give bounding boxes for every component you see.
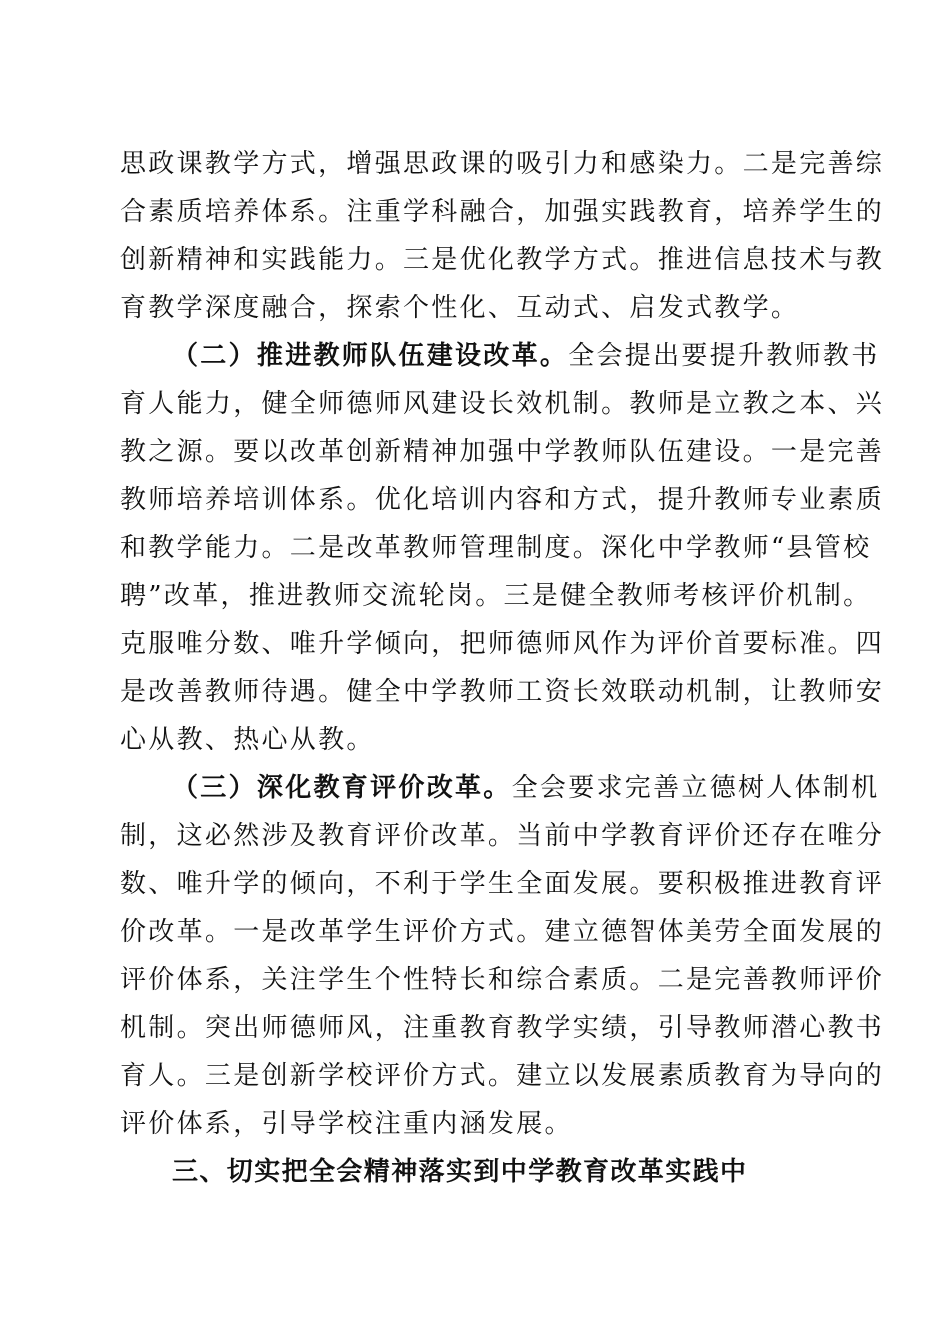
text-line: 机制。突出师德师风，注重教育教学实绩，引导教师潜心教书 [120,1013,885,1043]
paragraph-teacher-reform [120,332,885,764]
text-line: 合素质培养体系。注重学科融合，加强实践教育，培养学生的 [120,197,885,227]
text-line: 和教学能力。二是改革教师管理制度。深化中学教师“县管校 [120,533,872,563]
text-line: 育人。三是创新学校评价方式。建立以发展素质教育为导向的 [120,1061,885,1091]
paragraph-teaching-reform [120,140,885,332]
text-line: 制，这必然涉及教育评价改革。当前中学教育评价还存在唯分 [120,821,885,851]
paragraph-lead: （三）深化教育评价改革。 [172,773,512,803]
text-line: 思政课教学方式，增强思政课的吸引力和感染力。二是完善综 [120,149,885,179]
text-line: 评价体系，引导学校注重内涵发展。 [120,1109,573,1139]
text-line: 创新精神和实践能力。三是优化教学方式。推进信息技术与教 [120,245,885,275]
text-line: 数、唯升学的倾向，不利于学生全面发展。要积极推进教育评 [120,869,885,899]
paragraph-lead: （二）推进教师队伍建设改革。 [172,341,569,371]
text-line: 价改革。一是改革学生评价方式。建立德智体美劳全面发展的 [120,917,885,947]
text-line: 教之源。要以改革创新精神加强中学教师队伍建设。一是完善 [120,437,885,467]
text-line: 聘”改革，推进教师交流轮岗。三是健全教师考核评价机制。 [120,581,872,611]
body-text [120,140,885,1196]
text-line: 教师培养培训体系。优化培训内容和方式，提升教师专业素质 [120,485,885,515]
section-heading: 三、切实把全会精神落实到中学教育改革实践中 [172,1157,748,1187]
text-line: 育人能力，健全师德师风建设长效机制。教师是立教之本、兴 [120,389,885,419]
text-line: 心从教、热心从教。 [120,725,375,755]
text-line: 评价体系，关注学生个性特长和综合素质。二是完善教师评价 [120,965,885,995]
text-line: 是改善教师待遇。健全中学教师工资长效联动机制，让教师安 [120,677,885,707]
text-line [120,332,880,380]
lead-line-text: 全会要求完善立德树人体制机 [511,773,880,803]
text-line: 育教学深度融合，探索个性化、互动式、启发式教学。 [120,293,800,323]
text-line: 克服唯分数、唯升学倾向，把师德师风作为评价首要标准。四 [120,629,885,659]
paragraph-evaluation-reform [120,764,885,1148]
lead-line-text: 全会提出要提升教师教书 [568,341,880,371]
text-line [120,764,880,812]
